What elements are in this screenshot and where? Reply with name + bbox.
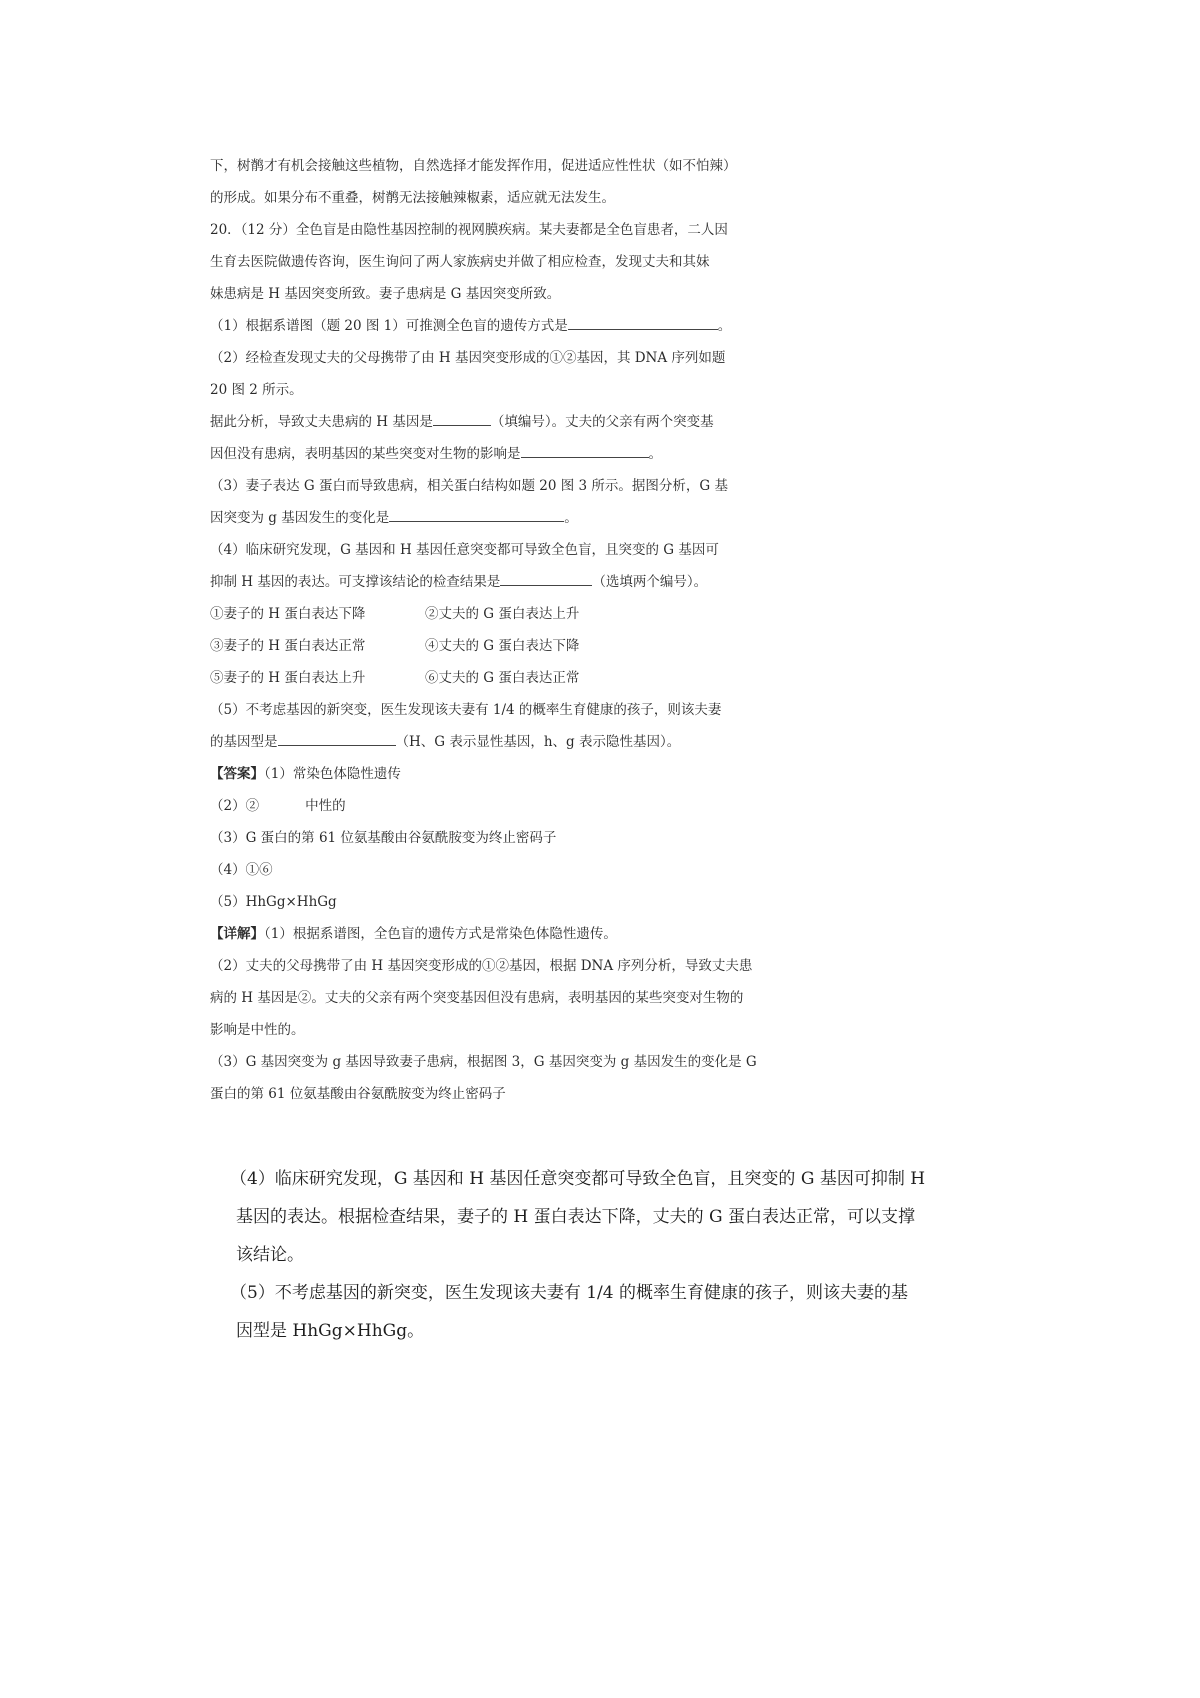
explanation-continued-block xyxy=(230,1160,950,1350)
question-block xyxy=(210,150,810,1110)
q3-line: 因突变为 g 基因发生的变化是 。 xyxy=(210,502,810,534)
answer-line: （5）HhGg×HhGg xyxy=(210,894,337,910)
option: ①妻子的 H 蛋白表达下降 xyxy=(210,606,366,622)
answer-line: （4）①⑥ xyxy=(210,862,273,878)
explanation-line: 【详解】（1）根据系谱图，全色盲的遗传方式是常染色体隐性遗传。 xyxy=(210,926,617,942)
question-stem: 生育去医院做遗传咨询，医生询问了两人家族病史并做了相应检查，发现丈夫和其妹 xyxy=(210,254,710,270)
explanation-line: 基因的表达。根据检查结果，妻子的 H 蛋白表达下降，丈夫的 G 蛋白表达正常，可以支撑 xyxy=(236,1207,916,1227)
option: ④丈夫的 G 蛋白表达下降 xyxy=(425,638,580,654)
explanation-line: （3）G 基因突变为 g 基因导致妻子患病，根据图 3，G 基因突变为 g 基因发生的变化是 G xyxy=(210,1054,757,1070)
q5-line: 的基因型是 （H、G 表示显性基因，h、g 表示隐性基因）。 xyxy=(210,726,810,758)
question-stem: 20．（12 分）全色盲是由隐性基因控制的视网膜疾病。某夫妻都是全色盲患者，二人因 xyxy=(210,222,728,238)
explanation-line: （5）不考虑基因的新突变，医生发现该夫妻有 1/4 的概率生育健康的孩子，则该夫妻的基 xyxy=(230,1283,908,1303)
question-stem: 妹患病是 H 基因突变所致。妻子患病是 G 基因突变所致。 xyxy=(210,286,561,302)
explanation-line: 影响是中性的。 xyxy=(210,1022,305,1038)
answer-line: （3）G 蛋白的第 61 位氨基酸由谷氨酰胺变为终止密码子 xyxy=(210,830,557,846)
answer-line: 【答案】（1）常染色体隐性遗传 xyxy=(210,766,401,782)
answer-blank xyxy=(521,443,649,458)
answer-blank xyxy=(278,731,396,746)
explanation-line: 因型是 HhGg×HhGg。 xyxy=(236,1321,425,1341)
intro-line: 的形成。如果分布不重叠，树鹡无法接触辣椒素，适应就无法发生。 xyxy=(210,190,615,206)
option-row xyxy=(210,630,810,662)
answer-blank xyxy=(568,315,718,330)
option: ⑥丈夫的 G 蛋白表达正常 xyxy=(425,670,580,686)
intro-line: 下，树鹡才有机会接触这些植物，自然选择才能发挥作用，促进适应性性状（如不怕辣） xyxy=(210,158,737,174)
option: ⑤妻子的 H 蛋白表达上升 xyxy=(210,670,366,686)
answer-line: （2）② 中性的 xyxy=(210,798,346,814)
option: ③妻子的 H 蛋白表达正常 xyxy=(210,638,366,654)
q5-line: （5）不考虑基因的新突变，医生发现该夫妻有 1/4 的概率生育健康的孩子，则该夫妻 xyxy=(210,702,722,718)
explanation-line: （2）丈夫的父母携带了由 H 基因突变形成的①②基因，根据 DNA 序列分析，导致丈夫患 xyxy=(210,958,753,974)
explanation-label: 【详解】 xyxy=(210,926,264,942)
q2-line: （2）经检查发现丈夫的父母携带了由 H 基因突变形成的①②基因，其 DNA 序列如题 xyxy=(210,350,726,366)
q2-line: 因但没有患病，表明基因的某些突变对生物的影响是 。 xyxy=(210,438,810,470)
option-row xyxy=(210,598,810,630)
option-row xyxy=(210,662,810,694)
answer-blank xyxy=(500,571,592,586)
q4-line: （4）临床研究发现，G 基因和 H 基因任意突变都可导致全色盲，且突变的 G 基因可 xyxy=(210,542,719,558)
option: ②丈夫的 G 蛋白表达上升 xyxy=(425,606,580,622)
explanation-line: 病的 H 基因是②。丈夫的父亲有两个突变基因但没有患病，表明基因的某些突变对生物的 xyxy=(210,990,744,1006)
q4-line: 抑制 H 基因的表达。可支撑该结论的检查结果是 （选填两个编号）。 xyxy=(210,566,810,598)
q1: （1）根据系谱图（题 20 图 1）可推测全色盲的遗传方式是 。 xyxy=(210,310,810,342)
q2-line: 据此分析，导致丈夫患病的 H 基因是 （填编号）。丈夫的父亲有两个突变基 xyxy=(210,406,810,438)
answer-label: 【答案】 xyxy=(210,766,264,782)
q3-line: （3）妻子表达 G 蛋白而导致患病，相关蛋白结构如题 20 图 3 所示。据图分析，G 基 xyxy=(210,478,728,494)
answer-blank xyxy=(433,411,491,426)
explanation-line: 该结论。 xyxy=(236,1245,304,1265)
explanation-line: （4）临床研究发现，G 基因和 H 基因任意突变都可导致全色盲，且突变的 G 基因可抑制 H xyxy=(230,1169,926,1189)
q2-line: 20 图 2 所示。 xyxy=(210,382,303,398)
explanation-line: 蛋白的第 61 位氨基酸由谷氨酰胺变为终止密码子 xyxy=(210,1086,506,1102)
answer-blank xyxy=(389,507,564,522)
